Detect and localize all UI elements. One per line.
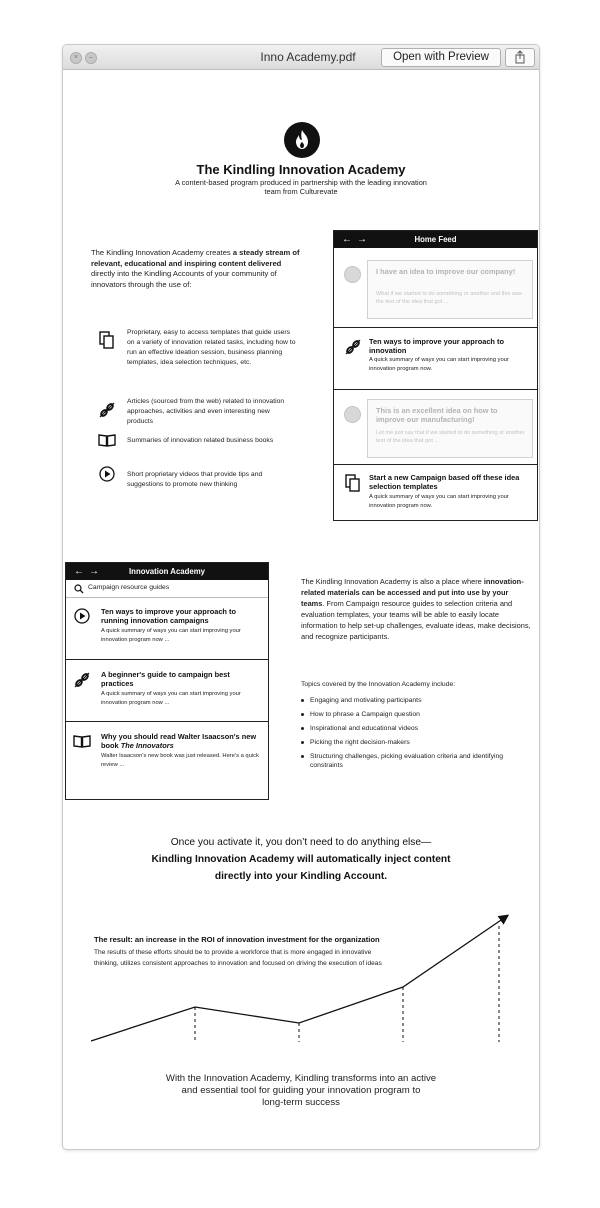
- list-item: [301, 724, 533, 733]
- feed-item-idea-2[interactable]: [334, 390, 537, 464]
- academy-text-end: . From Campaign resource guides to selection criteria and evaluation templates, your teams will be able to easily locate information to help set-up challenges, evaluate ideas, make decisions, and recognize participants.: [301, 599, 531, 641]
- link-icon: [343, 337, 363, 362]
- home-feed-panel: [333, 230, 538, 521]
- search-input[interactable]: Campaign resource guides: [88, 584, 170, 591]
- share-button[interactable]: [505, 48, 535, 67]
- academy-highlight: innovation-related materials can be accessed and put into use by your teams: [301, 577, 524, 608]
- feed-item-template[interactable]: [334, 465, 537, 519]
- growth-illustration: [63, 890, 539, 1050]
- documents-icon: [97, 330, 117, 350]
- kindling-logo: [284, 122, 320, 158]
- pdf-page[interactable]: [63, 70, 539, 1148]
- documents-icon: [343, 473, 363, 498]
- home-feed-title: Home Feed: [414, 235, 457, 244]
- intro-text-end: directly into the Kindling Accounts of your community of innovators through the use of:: [91, 269, 277, 289]
- academy-title: Innovation Academy: [129, 567, 205, 576]
- list-item: [301, 738, 533, 747]
- feature-articles-text: Articles (sourced from the web) related to innovation approaches, activities and even interesting new products: [127, 398, 285, 425]
- play-icon: [97, 464, 117, 484]
- result-title: The result: an increase in the ROI of innovation investment for the organization: [94, 935, 380, 944]
- bullet: [301, 755, 304, 758]
- closing-line-3: long-term success: [262, 1097, 340, 1108]
- academy-item-desc: A quick summary of ways you can start improving your innovation program now ...: [101, 691, 241, 706]
- feed-item-article[interactable]: [334, 328, 537, 388]
- avatar: [344, 406, 361, 423]
- academy-item-desc: Walter Isaacson's new book was just released. Here's a quick review ...: [101, 753, 259, 768]
- book-icon: [72, 731, 92, 756]
- topics-heading: Topics covered by the Innovation Academy include:: [301, 681, 456, 688]
- feed-item-desc: A quick summary of ways you can start improving your innovation program now.: [369, 494, 509, 509]
- close-glyph: ×: [73, 54, 79, 61]
- bullet: [301, 713, 304, 716]
- bullet: [301, 727, 304, 730]
- academy-header: [66, 563, 268, 580]
- avatar: [344, 266, 361, 283]
- idea-question: I have an idea to improve our company!: [376, 267, 516, 276]
- bullet: [301, 741, 304, 744]
- list-item: [301, 752, 533, 770]
- idea-card: [367, 399, 533, 458]
- feature-templates-text: Proprietary, easy to access templates that guide users on a variety of innovation related tasks, including how to run an effective ideation session, business planning templates, idea selection techniques, etc.: [127, 329, 296, 366]
- feed-item-idea-1[interactable]: [334, 249, 537, 324]
- feature-videos-text: Short proprietary videos that provide tips and suggestions to promote new thinking: [127, 471, 263, 488]
- subtitle-line-1: A content-based program produced in partnership with the leading innovation: [175, 178, 427, 187]
- result-description: The results of these efforts should be to provide a workforce that is more engaged in innovative thinking, utilizes consistent approaches to innovation and focused on driving the execution of ideas: [94, 949, 382, 967]
- share-icon: [506, 49, 534, 66]
- topic-text: Engaging and motivating participants: [310, 697, 422, 704]
- topics-list: [301, 696, 533, 770]
- feed-item-desc: A quick summary of ways you can start improving your innovation program now.: [369, 357, 509, 372]
- search-icon: [74, 584, 84, 594]
- intro-highlight: a steady stream of relevant, educational and inspiring content delivered: [91, 248, 300, 268]
- forward-arrow-icon[interactable]: →: [357, 234, 372, 245]
- academy-item-desc: A quick summary of ways you can start improving your innovation program now ...: [101, 628, 241, 643]
- activation-statement: [103, 834, 499, 885]
- home-feed-header: [334, 231, 537, 248]
- academy-item-title-text: Why you should read Walter Isaacson's new book: [101, 732, 257, 750]
- bullet: [301, 699, 304, 702]
- close-window-icon[interactable]: [70, 52, 82, 64]
- play-icon: [72, 606, 92, 631]
- academy-item-title: A beginner's guide to campaign best practices: [101, 670, 230, 688]
- academy-item-title: [101, 732, 261, 750]
- link-icon: [72, 670, 92, 695]
- growth-line: [91, 916, 507, 1041]
- academy-item-video[interactable]: [66, 598, 268, 658]
- topic-text: How to phrase a Campaign question: [310, 711, 420, 718]
- intro-paragraph: [91, 248, 303, 290]
- flame-icon: [284, 122, 320, 158]
- activation-line-3: directly into your Kindling Account.: [214, 871, 388, 882]
- innovation-academy-panel: [65, 562, 269, 800]
- book-icon: [97, 430, 117, 450]
- academy-paragraph: [301, 576, 533, 642]
- subtitle-line-2: team from Culturevate: [264, 187, 338, 196]
- idea-question: This is an excellent idea on how to improve our manufacturing!: [376, 406, 498, 424]
- list-item: [301, 696, 533, 705]
- activation-line-2: Kindling Innovation Academy will automatically inject content: [151, 854, 451, 865]
- minimize-window-icon[interactable]: [85, 52, 97, 64]
- idea-description: What if we started to do something or another and this was the text of the idea that got ...: [376, 291, 522, 305]
- minimize-glyph: –: [89, 54, 93, 61]
- intro-text: The Kindling Innovation Academy creates: [91, 248, 233, 257]
- topic-text: Structuring challenges, picking evaluation criteria and identifying constraints: [310, 753, 504, 769]
- back-arrow-icon[interactable]: ←: [342, 234, 357, 245]
- link-icon: [97, 400, 117, 420]
- page-subtitle: [143, 178, 459, 196]
- back-arrow-icon[interactable]: ←: [74, 566, 89, 577]
- open-with-preview-button[interactable]: Open with Preview: [381, 48, 501, 67]
- title-bar: [63, 45, 539, 70]
- list-item: [301, 710, 533, 719]
- idea-card: [367, 260, 533, 319]
- book-title: The Innovators: [120, 741, 174, 750]
- feature-books-text: Summaries of innovation related business books: [127, 437, 274, 444]
- window-title: Inno Academy.pdf: [260, 50, 356, 64]
- topic-text: Picking the right decision-makers: [310, 739, 410, 746]
- activation-line-1: Once you activate it, you don’t need to do anything else—: [170, 837, 432, 848]
- pdf-window: [62, 44, 540, 1150]
- academy-text: The Kindling Innovation Academy is also a place where: [301, 577, 484, 586]
- academy-item-article[interactable]: [66, 660, 268, 720]
- closing-line-2: and essential tool for guiding your innovation program to: [181, 1085, 421, 1096]
- feed-item-title: Start a new Campaign based off these idea selection templates: [369, 473, 520, 491]
- feed-item-title: Ten ways to improve your approach to innovation: [369, 337, 504, 355]
- academy-item-book[interactable]: [66, 722, 268, 792]
- topic-text: Inspirational and educational videos: [310, 725, 419, 732]
- academy-item-title: Ten ways to improve your approach to running innovation campaigns: [101, 607, 236, 625]
- closing-statement: [123, 1073, 479, 1109]
- idea-description: Let me just say that if we started to do something or another text of the idea that got ...: [376, 430, 525, 444]
- academy-search-bar[interactable]: [66, 581, 268, 598]
- closing-line-1: With the Innovation Academy, Kindling transforms into an active: [165, 1073, 437, 1084]
- page-title: The Kindling Innovation Academy: [196, 162, 406, 177]
- forward-arrow-icon[interactable]: →: [89, 566, 104, 577]
